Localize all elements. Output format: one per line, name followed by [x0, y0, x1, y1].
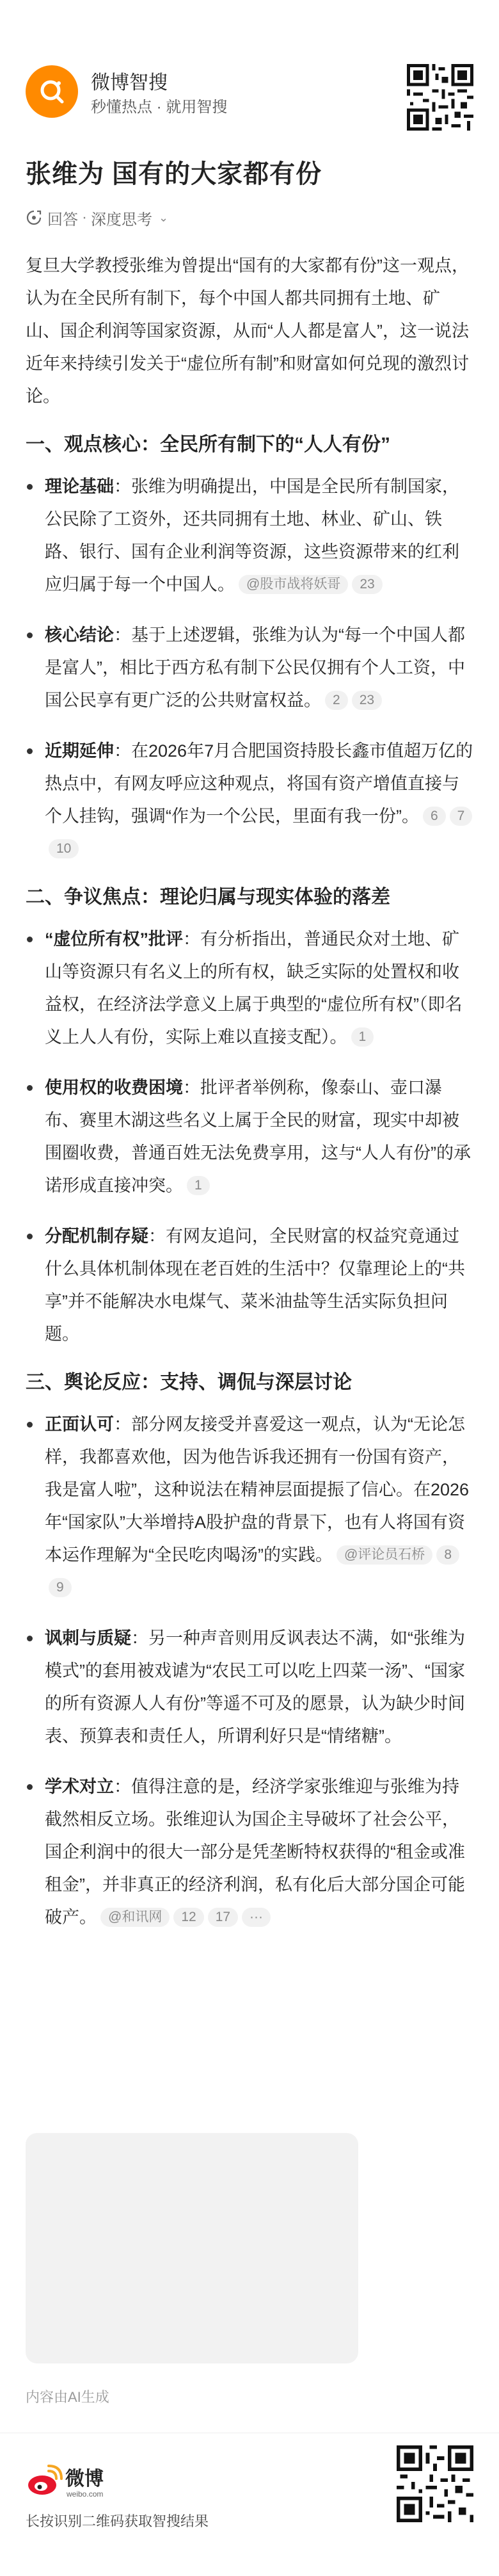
citation-badge[interactable]: @评论员石桥 — [337, 1545, 432, 1565]
image-placeholder — [26, 2133, 358, 2363]
answer-label: 回答 — [47, 211, 78, 229]
list-item-text: ：有分析指出，普通民众对土地、矿山等资源只有名义上的所有权，缺乏实际的处置权和收益权，在经济法学意义上属于典型的“虚位所有权”（即名义上人人有份，实际上难以直接支配）。 — [45, 930, 463, 1047]
list-item — [26, 923, 473, 1054]
weibo-logo-url: weibo.com — [67, 2490, 104, 2499]
list-item-text: ：有网友追问，全民财富的权益究竟通过什么具体机制体现在老百姓的生活中？仅靠理论上的“共享”并不能解决水电煤气、菜米油盐等生活实际负担问题。 — [45, 1227, 465, 1344]
citation-badge[interactable]: 23 — [352, 575, 382, 594]
citation-badge[interactable]: 17 — [208, 1908, 238, 1927]
section-heading: 一、观点核心：全民所有制下的“人人有份” — [26, 434, 390, 455]
list-item-text: ：张维为明确提出，中国是全民所有制国家，公民除了工资外，还共同拥有土地、林业、矿山、铁路、银行、国有企业利润等资源，这些资源带来的红利应归属于每一个中国人。 — [45, 477, 459, 594]
list-item — [26, 619, 473, 717]
ai-generated-note: 内容由AI生成 — [26, 2389, 109, 2405]
chevron-down-icon: ⌄ — [159, 211, 169, 224]
list-item-text: ：值得注意的是，经济学家张维迎与张维为持截然相反立场。张维迎认为国企主导破坏了社会公平，国企利润中的很大一部分是凭垄断特权获得的“租金或准租金”，并非真正的经济利润，私有化后大部分国企可能破产。 — [45, 1777, 465, 1927]
citation-badge[interactable]: 7 — [450, 807, 473, 826]
search-icon — [36, 76, 68, 108]
citation-badge[interactable]: 8 — [436, 1545, 459, 1565]
citation-badge[interactable]: 9 — [49, 1578, 72, 1597]
list-item — [26, 1622, 473, 1753]
citation-badge[interactable]: 2 — [325, 691, 348, 710]
qr-code-icon[interactable] — [407, 64, 473, 131]
sections-container — [26, 431, 473, 1934]
list-item — [26, 1408, 473, 1604]
thinking-icon — [26, 209, 42, 226]
qr-code-icon[interactable] — [397, 2445, 473, 2522]
answer-mode: 深度思考 — [91, 211, 152, 229]
answer-content — [26, 250, 473, 1952]
list-item-label: “虚位所有权”批评 — [45, 930, 183, 949]
list-item-label: 正面认可 — [45, 1415, 114, 1434]
list-item-label: 近期延伸 — [45, 741, 114, 761]
list-item — [26, 471, 473, 601]
app-logo-icon — [26, 65, 78, 118]
list-item-label: 讽刺与质疑 — [45, 1629, 131, 1648]
list-item-text: ：基于上述逻辑，张维为认为“每一个中国人都是富人”，相比于西方私有制下公民仅拥有个人工资，中国公民享有更广泛的公共财富权益。 — [45, 625, 465, 710]
list-item-label: 核心结论 — [45, 625, 114, 645]
list-item-text: ：部分网友接受并喜爱这一观点，认为“无论怎样，我都喜欢他，因为他告诉我还拥有一份国有资产，我是富人啦”，这种说法在精神层面提振了信心。在2026年“国家队”大举增持A股护盘的背景下，也有人将国有资本运作理解为“全民吃肉喝汤”的实践。 — [45, 1415, 470, 1565]
section-list — [26, 1408, 473, 1934]
list-item-label: 使用权的收费困境 — [45, 1078, 183, 1097]
citation-badge[interactable]: 1 — [351, 1027, 374, 1047]
app-slogan: 秒懂热点 · 就用智搜 — [91, 99, 228, 116]
app-name: 微博智搜 — [91, 72, 168, 93]
citation-badge[interactable]: @和讯网 — [100, 1908, 170, 1927]
list-item-text: ：另一种声音则用反讽表达不满，如“张维为模式”的套用被戏谑为“农民工可以吃上四菜一汤”、“国家的所有资源人人有份”等遥不可及的愿景，认为缺少时间表、预算表和责任人，所谓利好只是“情绪糖”。 — [45, 1629, 465, 1746]
list-item — [26, 735, 473, 865]
weibo-logo-icon — [23, 2462, 119, 2502]
list-item — [26, 1072, 473, 1202]
list-item-label: 分配机制存疑 — [45, 1227, 148, 1246]
section-heading: 三、舆论反应：支持、调侃与深层讨论 — [26, 1372, 352, 1393]
answer-separator: · — [82, 209, 87, 226]
header — [0, 0, 499, 122]
list-item-text: ：批评者举例称，像泰山、壶口瀑布、赛里木湖这些名义上属于全民的财富，现实中却被围圈收费，普通百姓无法免费享用，这与“人人有份”的承诺形成直接冲突。 — [45, 1078, 471, 1195]
section-list — [26, 471, 473, 865]
intro-paragraph: 复旦大学教授张维为曾提出“国有的大家都有份”这一观点，认为在全民所有制下，每个中国人都共同拥有土地、矿山、国企利润等国家资源，从而“人人都是富人”，这一说法近年来持续引发关于“虚位所有制”和财富如何兑现的激烈讨论。 — [26, 256, 469, 406]
list-item — [26, 1220, 473, 1351]
page-title: 张维为 国有的大家都有份 — [26, 160, 322, 188]
citation-badge[interactable]: @股市战将妖哥 — [239, 575, 348, 594]
scan-hint: 长按识别二维码获取智搜结果 — [26, 2513, 209, 2529]
list-item — [26, 1771, 473, 1934]
list-item-text: ：在2026年7月合肥国资持股长鑫市值超万亿的热点中，有网友呼应这种观点，将国有资产增值直接与个人挂钩，强调“作为一个公民，里面有我一份”。 — [45, 741, 473, 826]
answer-mode-toggle[interactable] — [26, 205, 168, 230]
list-item-label: 理论基础 — [45, 477, 114, 496]
section-heading: 二、争议焦点：理论归属与现实体验的落差 — [26, 887, 390, 908]
citation-badge[interactable]: 23 — [352, 691, 382, 710]
weibo-logo-text: 微博 — [65, 2468, 104, 2490]
list-item-label: 学术对立 — [45, 1777, 114, 1796]
citation-badge[interactable]: 6 — [423, 807, 446, 826]
citation-badge[interactable]: 1 — [187, 1176, 210, 1195]
citation-badge[interactable]: ··· — [242, 1908, 271, 1927]
citation-badge[interactable]: 10 — [49, 839, 79, 858]
section-list — [26, 923, 473, 1351]
citation-badge[interactable]: 12 — [173, 1908, 203, 1927]
